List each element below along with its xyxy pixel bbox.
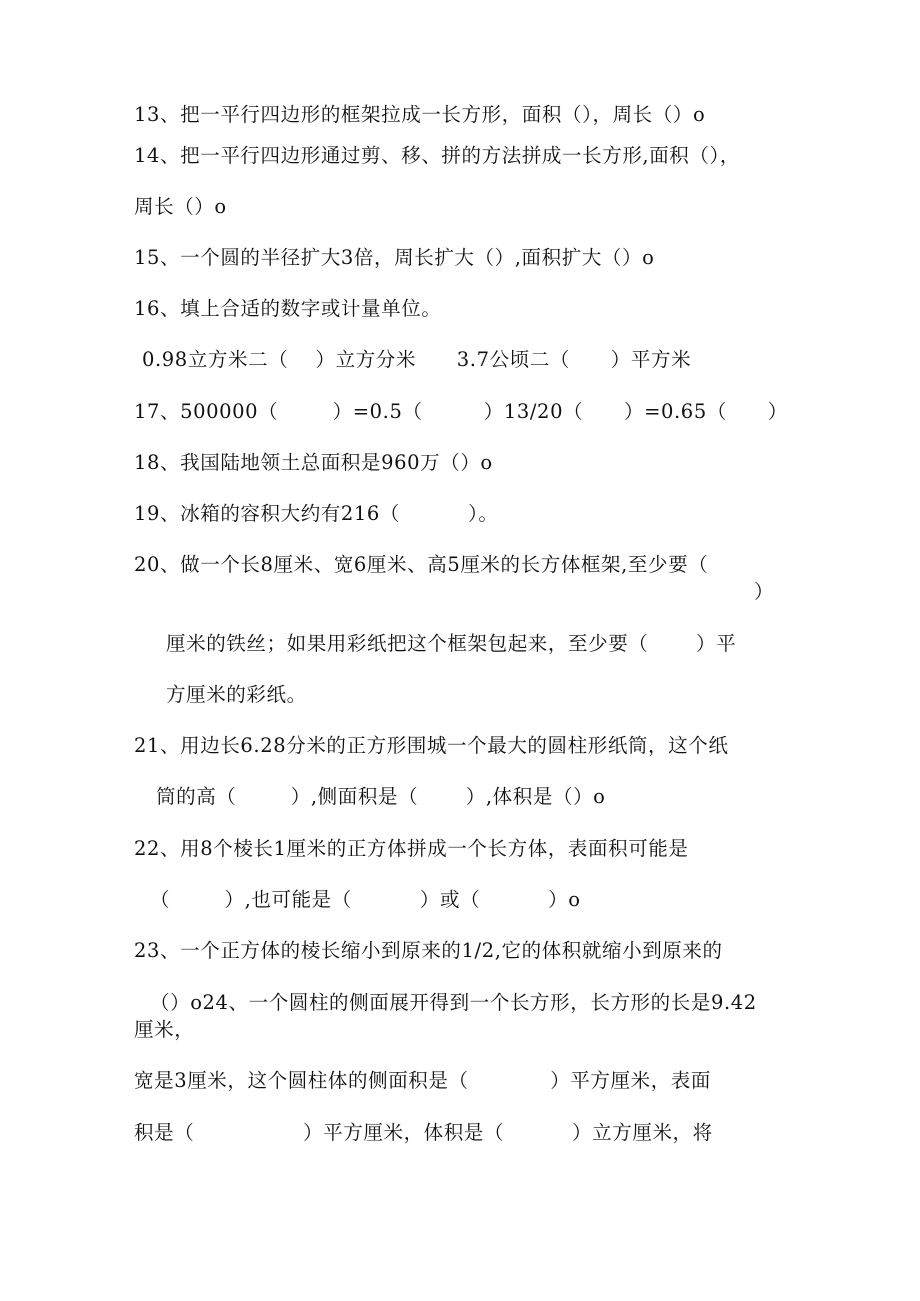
question-24-continued: 宽是3厘米，这个圆柱体的侧面积是（ ）平方厘米，表面: [134, 1069, 711, 1092]
question-23-24: （）o24、一个圆柱的侧面展开得到一个长方形，长方形的长是9.42: [150, 991, 757, 1014]
question-13: 13、把一平行四边形的框架拉成一长方形，面积（），周长（）o: [134, 103, 706, 126]
question-14-continued: 周长（）o: [134, 195, 227, 218]
question-20-continued: 厘米的铁丝；如果用彩纸把这个框架包起来，至少要（ ）平: [166, 632, 737, 655]
question-16-items: 0.98立方米二（ ）立方分米 3.7公顷二（ ）平方米: [142, 348, 692, 371]
question-20: 20、做一个长8厘米、宽6厘米、高5厘米的长方体框架,至少要（: [134, 553, 709, 576]
question-24-end: 积是（ ）平方厘米，体积是（ ）立方厘米，将: [134, 1121, 713, 1144]
question-16: 16、填上合适的数字或计量单位。: [134, 297, 442, 320]
question-22: 22、用8个棱长1厘米的正方体拼成一个长方体，表面积可能是: [134, 837, 689, 860]
question-14: 14、把一平行四边形通过剪、移、拼的方法拼成一长方形,面积（），: [134, 144, 740, 167]
question-20-bracket: ）: [754, 580, 775, 603]
question-22-continued: （ ）,也可能是（ ）或（ ）o: [150, 888, 581, 911]
question-18: 18、我国陆地领土总面积是960万（）o: [134, 451, 493, 474]
question-19: 19、冰箱的容积大约有216（ ）。: [134, 502, 499, 525]
question-21-continued: 筒的高（ ）,侧面积是（ ）,体积是（）o: [156, 785, 606, 808]
question-23: 23、一个正方体的棱长缩小到原来的1/2,它的体积就缩小到原来的: [134, 939, 723, 962]
question-20-end: 方厘米的彩纸。: [166, 683, 307, 706]
question-21: 21、用边长6.28分米的正方形围城一个最大的圆柱形纸筒，这个纸: [134, 734, 729, 757]
question-24-unit: 厘米，: [134, 1018, 195, 1041]
question-15: 15、一个圆的半径扩大3倍，周长扩大（）,面积扩大（）o: [134, 246, 655, 269]
question-17: 17、500000（ ）=0.5（ ）13/20（ ）=0.65（ ）: [134, 400, 788, 423]
